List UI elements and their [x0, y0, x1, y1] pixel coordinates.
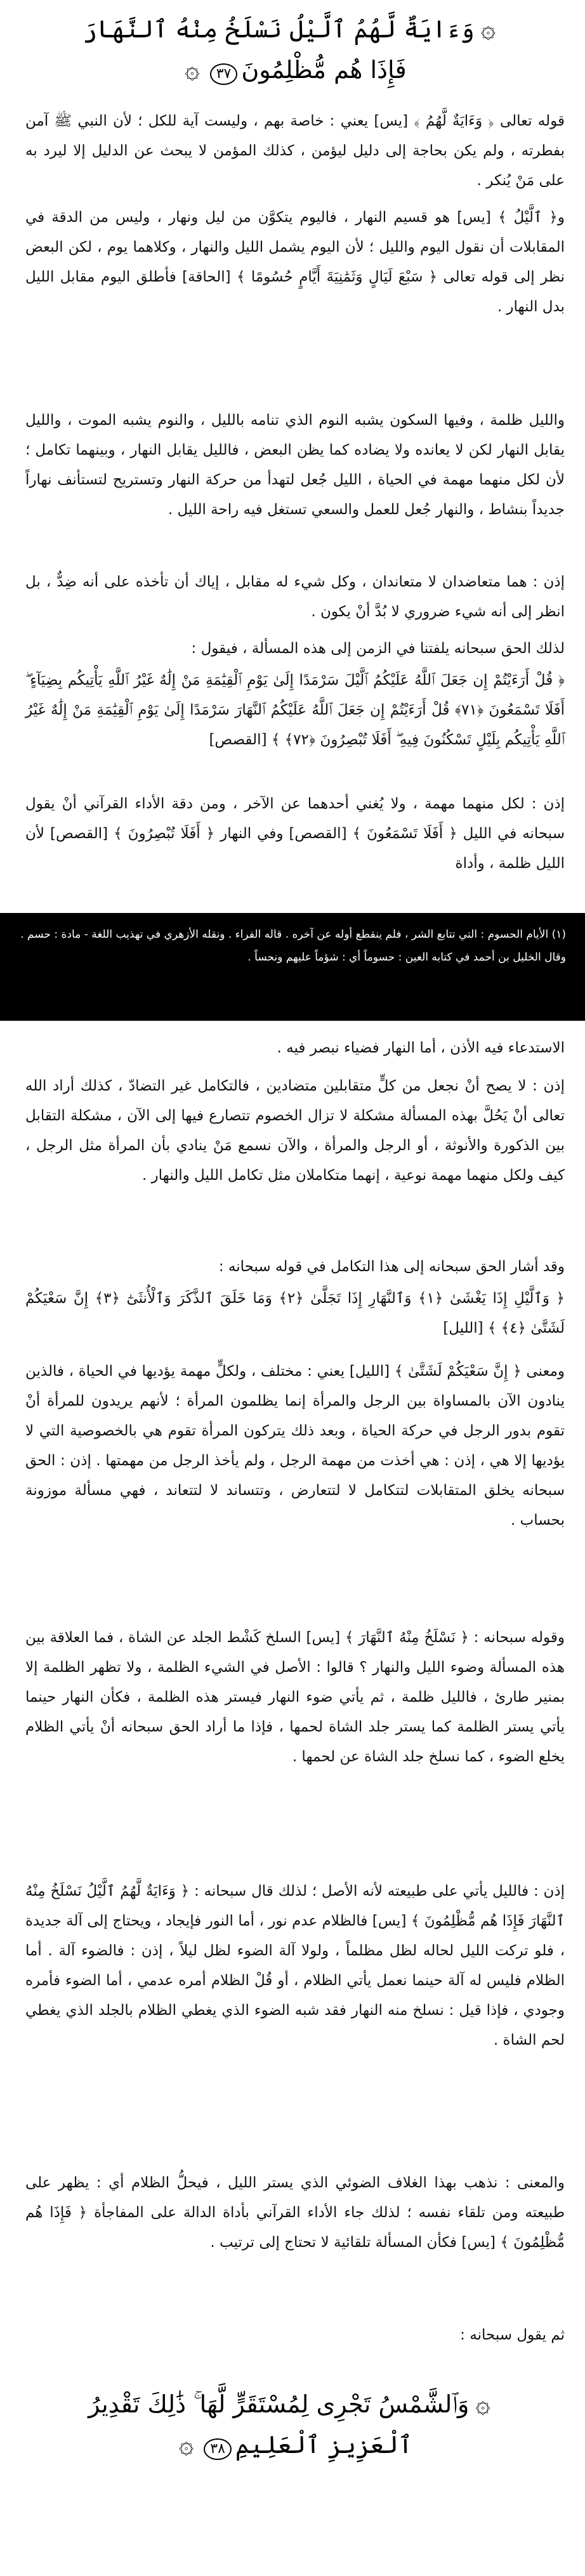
- paragraph-7: الاستدعاء فيه الأذن ، أما النهار فضياء نبصر فيه .: [277, 1040, 565, 1056]
- paragraph-2: و﴿ ٱلَّيْلُ ﴾ [يس] هو قسيم النهار ، فاليوم يتكوَّن من ليل ونهار ، وليس من الدقة في المقابلات أن نقول اليوم والليل ؛ لأن اليوم يشمل الليل والنهار ، وكلاهما يوم ، لكن البعض نظر إلى قوله تعالى ﴿ سَبْعَ لَيَالٍ وَثَمَٰنِيَةَ أَيَّامٍ حُسُومًا ﴾ [الحاقة] فأطلق اليوم مقابل الليل بدل النهار .: [25, 209, 565, 315]
- footer-verse-line-2: ٱلْعَزِيزِ ٱلْعَلِيمِ٣٨۞: [178, 2430, 413, 2459]
- ornament-icon: ۞: [178, 2430, 194, 2459]
- header-verse: [76, 9, 509, 90]
- header-verse-line-2: فَإِذَا هُم مُّظْلِمُونَ٣٧۞: [185, 55, 407, 84]
- paragraph-11: وقوله سبحانه : ﴿ نَسْلَخُ مِنْهُ ٱلنَّهَارَ ﴾ [يس] السلخ كَشْط الجلد عن الشاة ، فما العلاقة بين هذه المسألة وضوء الليل والنهار ؟ قالوا : الأصل في الشيء الظلمة ، ولا تظهر الظلمة إلا بمنير طارئ ، فالليل ظلمة ، ثم يأتي ضوء النهار فيستر هذه الظلمة ، فكأن النهار حينما يأتي يستر الظلمة كما يستر جلد الشاة لحمها ، فإذا ما أراد الحق سبحانه أنْ يأتي الظلام يخلع الضوء ، كما نسلخ جلد الشاة عن لحمها .: [25, 1629, 565, 1765]
- paragraph-14: ثم يقول سبحانه :: [460, 2327, 565, 2343]
- paragraph-12: إذن : فالليل يأتي على طبيعته لأنه الأصل ؛ لذلك قال سبحانه : ﴿ وَءَايَةٌ لَّهُمُ ٱلَّيْلُ نَسْلَخُ مِنْهُ ٱلنَّهَارَ فَإِذَا هُم مُّظْلِمُونَ ﴾ [يس] فالظلام عدم نور ، أما النور فإيجاد ، ويحتاج إلى آلة جديدة ، فلو تركت الليل لحاله لظل مظلماً ، ولولا آلة الضوء لظل ليلاً ، إذن : فالضوء آلة . أما الظلام فليس له آلة حينما نعمل يأتي الظلام ، أو قُلْ الظلام أمره عدمي ، أما الضوء فأمره وجودي ، فإذا قيل : نسلخ منه النهار فقد شبه الضوء الذي يغطي الظلام بالجلد الذي يغطي لحم الشاة .: [25, 1883, 565, 2049]
- paragraph-8: إذن : لا يصح أنْ نجعل من كلٍّ متقابلين متضادين ، فالتكامل غير التضادّ ، كذلك أراد الله تعالى أنْ يَحُلَّ بهذه المسألة مشكلة لا تزال الخصوم تتصارع فيها إلى الآن ، مشكلة التقابل بين الذكورة والأنوثة ، أو الرجل والمرأة ، والآن نسمع مَنْ ينادي بأن المرأة مثل الرجل ، كيف ولكل منهما مهمة نوعية ، إنهما متكاملان مثل تكامل الليل والنهار .: [25, 1078, 565, 1184]
- quran-quote-1: ﴿ قُلْ أَرَءَيْتُمْ إِن جَعَلَ ٱللَّهُ عَلَيْكُمُ ٱلَّيْلَ سَرْمَدًا إِلَىٰ يَوْمِ ٱلْقِيَٰمَةِ مَنْ إِلَٰهٌ غَيْرُ ٱللَّهِ يَأْتِيكُم بِضِيَآءٍ ۖ أَفَلَا تَسْمَعُونَ ﴿٧١﴾ قُلْ أَرَءَيْتُمْ إِن جَعَلَ ٱللَّهُ عَلَيْكُمُ ٱلنَّهَارَ سَرْمَدًا إِلَىٰ يَوْمِ ٱلْقِيَٰمَةِ مَنْ إِلَٰهٌ غَيْرُ ٱللَّهِ يَأْتِيكُم بِلَيْلٍ تَسْكُنُونَ فِيهِ ۖ أَفَلَا تُبْصِرُونَ ﴿٧٢﴾ ﴾ [القصص]: [25, 672, 565, 748]
- ornament-icon: ۞: [185, 55, 200, 84]
- footnote-box: [0, 913, 585, 1021]
- paragraph-4: إذن : هما متعاضدان لا متعاندان ، وكل شيء له مقابل ، إياك أن تأخذه على أنه ضِدٌّ ، بل انظر إلى أنه شيء ضروري لا بُدَّ أنْ يكون .: [25, 574, 565, 620]
- verse-number-badge: ٣٧: [210, 63, 238, 85]
- paragraph-10: ومعنى ﴿ إِنَّ سَعْيَكُمْ لَشَتَّىٰ ﴾ [الليل] يعني : مختلف ، ولكلٍّ مهمة يؤديها في الحياة ، فالذين ينادون الآن بالمساواة بين الرجل والمرأة إنما يظلمون المرأة ؛ لأنهم يريدون للمرأة أنْ تقوم بدور الرجل في حركة الحياة ، وبعد ذلك يتركون المرأة تقوم هي بالخصوصية التي لا يؤديها إلا هي ، إذن : هي أخذت من مهمة الرجل ، ولم يأخذ الرجل من مهمتها . إذن : الحق سبحانه يخلق المتقابلات لتتكامل لا لتتعارض ، وتتساند لا لتتعاند ، فهي مسألة موزونة بحساب .: [25, 1363, 565, 1529]
- paragraph-9: وقد أشار الحق سبحانه إلى هذا التكامل في قوله سبحانه :: [218, 1259, 565, 1275]
- header-verse-line-1: ۞وَءَايَةٌ لَّهُمُ ٱلَّيْلُ نَسْلَخُ مِنْهُ ٱلنَّهَارَ: [82, 15, 496, 44]
- paragraph-3: والليل ظلمة ، وفيها السكون يشبه النوم الذي تنامه بالليل ، والنوم يشبه الموت ، والليل يقابل النهار لكن لا يعانده ولا يضاده كما يظن البعض ، فالليل يقابل النهار ، وبينهما تكامل ؛ لأن لكل منهما مهمة في الحياة ، الليل جُعل لتهدأ من حركة النهار وتستريح لتستأنف نهاراً جديداً بنشاط ، والنهار جُعل للعمل والسعي تستغل فيه راحة الليل .: [25, 412, 565, 518]
- footer-verse: [76, 2384, 509, 2465]
- paragraph-5: لذلك الحق سبحانه يلفتنا في الزمن إلى هذه المسألة ، فيقول :: [191, 640, 565, 657]
- footer-verse-line-1: ۞وَٱلشَّمْسُ تَجْرِى لِمُسْتَقَرٍّ لَّهَا ۚ ذَٰلِكَ تَقْدِيرُ: [88, 2390, 490, 2419]
- paragraph-1: قوله تعالى ﴿ وَءَايَةٌ لَّهُمُ ﴾ [يس] يعني : خاصة بهم ، وليست آية للكل ؛ لأن النبي ﷺ آمن بفطرته ، ولم يكن بحاجة إلى دليل ليؤمن ، كذلك المؤمن لا يبحث عن الدليل إلا ليرد به على مَنْ يُنكر .: [25, 113, 565, 189]
- quran-quote-2: ﴿ وَٱلَّيْلِ إِذَا يَغْشَىٰ ﴿١﴾ وَٱلنَّهَارِ إِذَا تَجَلَّىٰ ﴿٢﴾ وَمَا خَلَقَ ٱلذَّكَرَ وَٱلْأُنثَىٰٓ ﴿٣﴾ إِنَّ سَعْيَكُمْ لَشَتَّىٰ ﴿٤﴾ ﴾ [الليل]: [25, 1290, 565, 1337]
- paragraph-6: إذن : لكل منهما مهمة ، ولا يُغني أحدهما عن الآخر ، ومن دقة الأداء القرآني أنْ يقول سبحانه في الليل ﴿ أَفَلَا تَسْمَعُونَ ﴾ [القصص] وفي النهار ﴿ أَفَلَا تُبْصِرُونَ ﴾ [القصص] لأن الليل ظلمة ، وأداة: [25, 796, 565, 872]
- verse-number-badge: ٣٨: [204, 2438, 232, 2460]
- ornament-icon: ۞: [480, 15, 496, 44]
- footnote-text: (١) الأيام الحسوم : التي تتابع الشر ، فلم ينقطع أوله عن آخره . قاله الفراء . ونقله الأزهري في تهذيب اللغة - مادة : حسم . وقال الخليل بن أحمد في كتابه العين : حسوماً أي : شؤماً عليهم ونحساً .: [20, 928, 566, 964]
- ornament-icon: ۞: [475, 2390, 490, 2419]
- paragraph-13: والمعنى : نذهب بهذا الغلاف الضوئي الذي يستر الليل ، فيحلُّ الظلام أي : يظهر على طبيعته ومن تلقاء نفسه ؛ لذلك جاء الأداء القرآني بأداة الدالة على المفاجأة ﴿ فَإِذَا هُم مُّظْلِمُونَ ﴾ [يس] فكأن المسألة تلقائية لا تحتاج إلى ترتيب .: [25, 2175, 565, 2251]
